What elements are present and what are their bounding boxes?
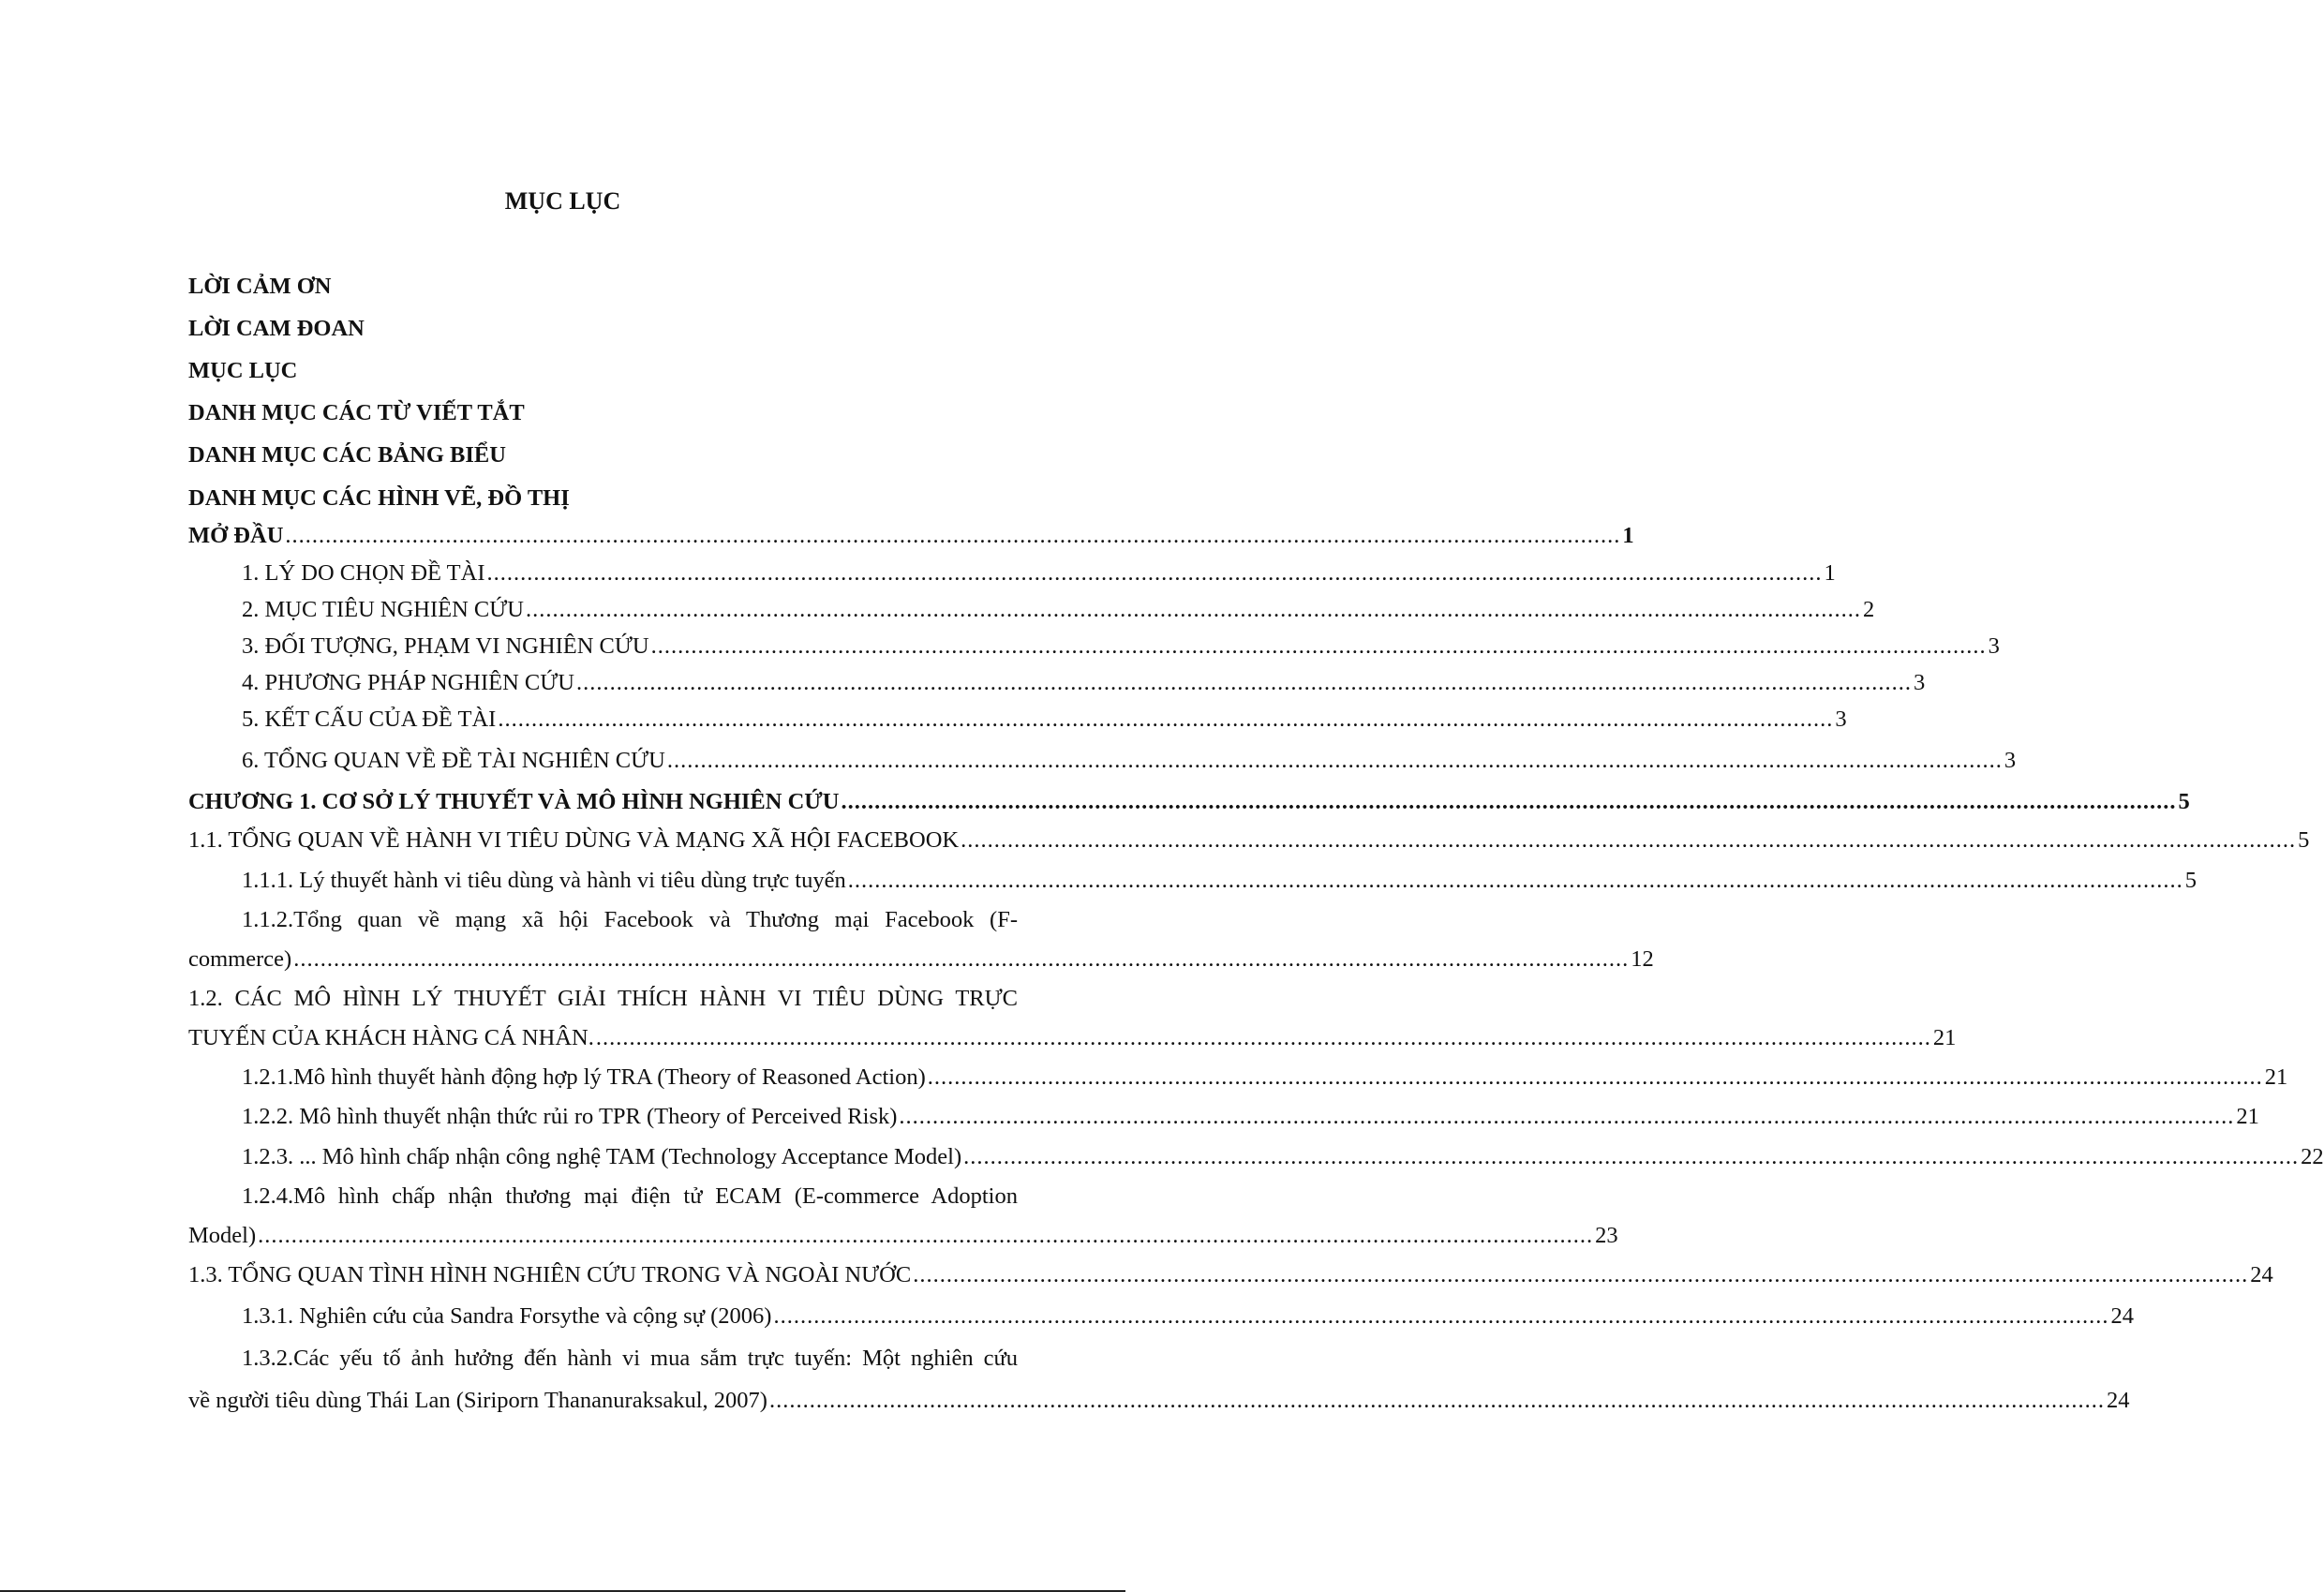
toc-entry-section-line2[interactable] [188,1023,1957,1053]
leader-dots: ........................................................................................................................................................................................................ [773,1303,2109,1329]
toc-entry-section-line1[interactable]: 1.2. CÁC MÔ HÌNH LÝ THUYẾT GIẢI THÍCH HÀNH VI TIÊU DÙNG TRỰC [188,986,1018,1011]
toc-entry-section[interactable] [188,1260,2273,1290]
toc-entry[interactable] [188,1063,2288,1093]
toc-heading-declaration[interactable]: LỜI CAM ĐOAN [188,316,365,341]
leader-dots: ........................................................................................................................................................................................................ [525,597,1861,622]
toc-page-number: 5 [2184,868,2197,893]
toc-page-number: 23 [1595,1223,1618,1248]
leader-dots: ........................................................................................................................................................................................................ [650,633,1987,659]
toc-page-number: 3 [2004,748,2017,773]
toc-entry-text: về người tiêu dùng Thái Lan (Siriporn Thananuraksakul, 2007) [188,1388,767,1413]
toc-page-number: 21 [1932,1025,1957,1050]
toc-entry[interactable] [188,1102,2259,1132]
toc-entry[interactable] [188,746,2017,776]
toc-entry-text: 1.2.1.Mô hình thuyết hành động hợp lý TRA (Theory of Reasoned Action) [242,1064,926,1090]
leader-dots: ........................................................................................................................................................................................................ [927,1064,2263,1090]
toc-entry[interactable] [188,866,2197,896]
toc-entry-text: commerce) [188,946,292,972]
toc-entry-text: 6. TỔNG QUAN VỀ ĐỀ TÀI NGHIÊN CỨU [242,748,665,773]
toc-page-number: 2 [1862,597,1875,622]
toc-entry[interactable] [188,705,1847,735]
toc-entry-section[interactable] [188,826,2310,856]
page-title: MỤC LỤC [504,187,621,215]
leader-dots: ........................................................................................................................................................................................................ [913,1262,2249,1287]
toc-heading-figures[interactable]: DANH MỤC CÁC HÌNH VẼ, ĐỒ THỊ [188,485,570,511]
toc-page-number: 3 [1988,633,2000,659]
leader-dots: ........................................................................................................................................................................................................ [963,1144,2300,1169]
toc-page-number: 5 [2298,827,2310,853]
toc-page-number: 3 [1835,707,1847,732]
toc-entry-text: 3. ĐỐI TƯỢNG, PHẠM VI NGHIÊN CỨU [242,633,649,659]
toc-entry-line1[interactable]: 1.3.2.Các yếu tố ảnh hưởng đến hành vi mua sắm trực tuyến: Một nghiên cứu [242,1346,1018,1371]
leader-dots: ........................................................................................................................................................................................................ [285,523,1621,548]
toc-page-number: 24 [2106,1388,2130,1413]
toc-entry-text: 5. KẾT CẤU CỦA ĐỀ TÀI [242,707,497,732]
toc-entry-introduction[interactable] [188,521,1634,551]
toc-entry[interactable] [188,1302,2134,1332]
toc-page-number: 1 [1824,560,1836,586]
leader-dots: ........................................................................................................................................................................................................ [575,670,1912,695]
toc-entry-text: 1.2.2. Mô hình thuyết nhận thức rủi ro TPR (Theory of Perceived Risk) [242,1104,898,1129]
toc-entry-text: 1.3. TỔNG QUAN TÌNH HÌNH NGHIÊN CỨU TRONG VÀ NGOÀI NƯỚC [188,1262,912,1287]
toc-entry-line2[interactable] [188,1386,2130,1416]
leader-dots: ........................................................................................................................................................................................................ [595,1025,1931,1050]
leader-dots: ........................................................................................................................................................................................................ [666,748,2003,773]
toc-entry-line1[interactable]: 1.1.2.Tổng quan về mạng xã hội Facebook và Thương mại Facebook (F- [242,907,1018,932]
toc-entry[interactable] [188,595,1875,625]
toc-entry-text: 1.1. TỔNG QUAN VỀ HÀNH VI TIÊU DÙNG VÀ MẠNG XÃ HỘI FACEBOOK [188,827,960,853]
leader-dots: ........................................................................................................................................................................................................ [841,789,2177,814]
toc-page-number: 5 [2178,789,2190,814]
toc-entry-line2[interactable] [188,945,1654,975]
leader-dots: ........................................................................................................................................................................................................ [961,827,2297,853]
toc-entry-chapter-1[interactable] [188,787,2190,817]
leader-dots: ........................................................................................................................................................................................................ [486,560,1823,586]
toc-page-number: 22 [2301,1144,2324,1169]
leader-dots: ........................................................................................................................................................................................................ [258,1223,1594,1248]
toc-entry-line2[interactable] [188,1221,1618,1251]
toc-entry[interactable] [188,558,1836,588]
toc-entry-text: TUYẾN CỦA KHÁCH HÀNG CÁ NHÂN. [188,1025,594,1050]
toc-entry[interactable] [188,668,1926,698]
toc-entry-text: 1.3.1. Nghiên cứu của Sandra Forsythe và cộng sự (2006) [242,1303,772,1329]
toc-page-number: 24 [2250,1262,2273,1287]
toc-page-number: 3 [1913,670,1926,695]
leader-dots: ........................................................................................................................................................................................................ [768,1388,2105,1413]
toc-entry-text: 4. PHƯƠNG PHÁP NGHIÊN CỨU [242,670,574,695]
leader-dots: ........................................................................................................................................................................................................ [847,868,2183,893]
toc-entry-text: 1. LÝ DO CHỌN ĐỀ TÀI [242,560,485,586]
toc-entry[interactable] [188,632,2000,662]
toc-page-number: 21 [2264,1064,2288,1090]
toc-heading-abbreviations[interactable]: DANH MỤC CÁC TỪ VIẾT TẮT [188,400,525,425]
toc-entry-text: Model) [188,1223,257,1248]
leader-dots: ........................................................................................................................................................................................................ [498,707,1834,732]
toc-entry-text: 2. MỤC TIÊU NGHIÊN CỨU [242,597,524,622]
toc-heading-tables[interactable]: DANH MỤC CÁC BẢNG BIỂU [188,442,506,468]
toc-heading-contents[interactable]: MỤC LỤC [188,358,298,383]
leader-dots: ........................................................................................................................................................................................................ [293,946,1630,972]
toc-entry-line1[interactable]: 1.2.4.Mô hình chấp nhận thương mại điện tử ECAM (E-commerce Adoption [242,1183,1018,1209]
toc-page-number: 12 [1631,946,1654,972]
toc-entry-text: CHƯƠNG 1. CƠ SỞ LÝ THUYẾT VÀ MÔ HÌNH NGHIÊN CỨU [188,789,840,814]
toc-entry-text: 1.2.3. ... Mô hình chấp nhận công nghệ TAM (Technology Acceptance Model) [242,1144,962,1169]
toc-page-number: 24 [2110,1303,2134,1329]
toc-entry[interactable] [188,1142,2324,1172]
leader-dots: ........................................................................................................................................................................................................ [899,1104,2235,1129]
toc-page-number: 1 [1622,523,1634,548]
toc-page-number: 21 [2236,1104,2259,1129]
toc-heading-acknowledgement[interactable]: LỜI CẢM ƠN [188,274,332,299]
toc-entry-text: 1.1.1. Lý thuyết hành vi tiêu dùng và hành vi tiêu dùng trực tuyến [242,868,846,893]
toc-entry-text: MỞ ĐẦU [188,523,284,548]
